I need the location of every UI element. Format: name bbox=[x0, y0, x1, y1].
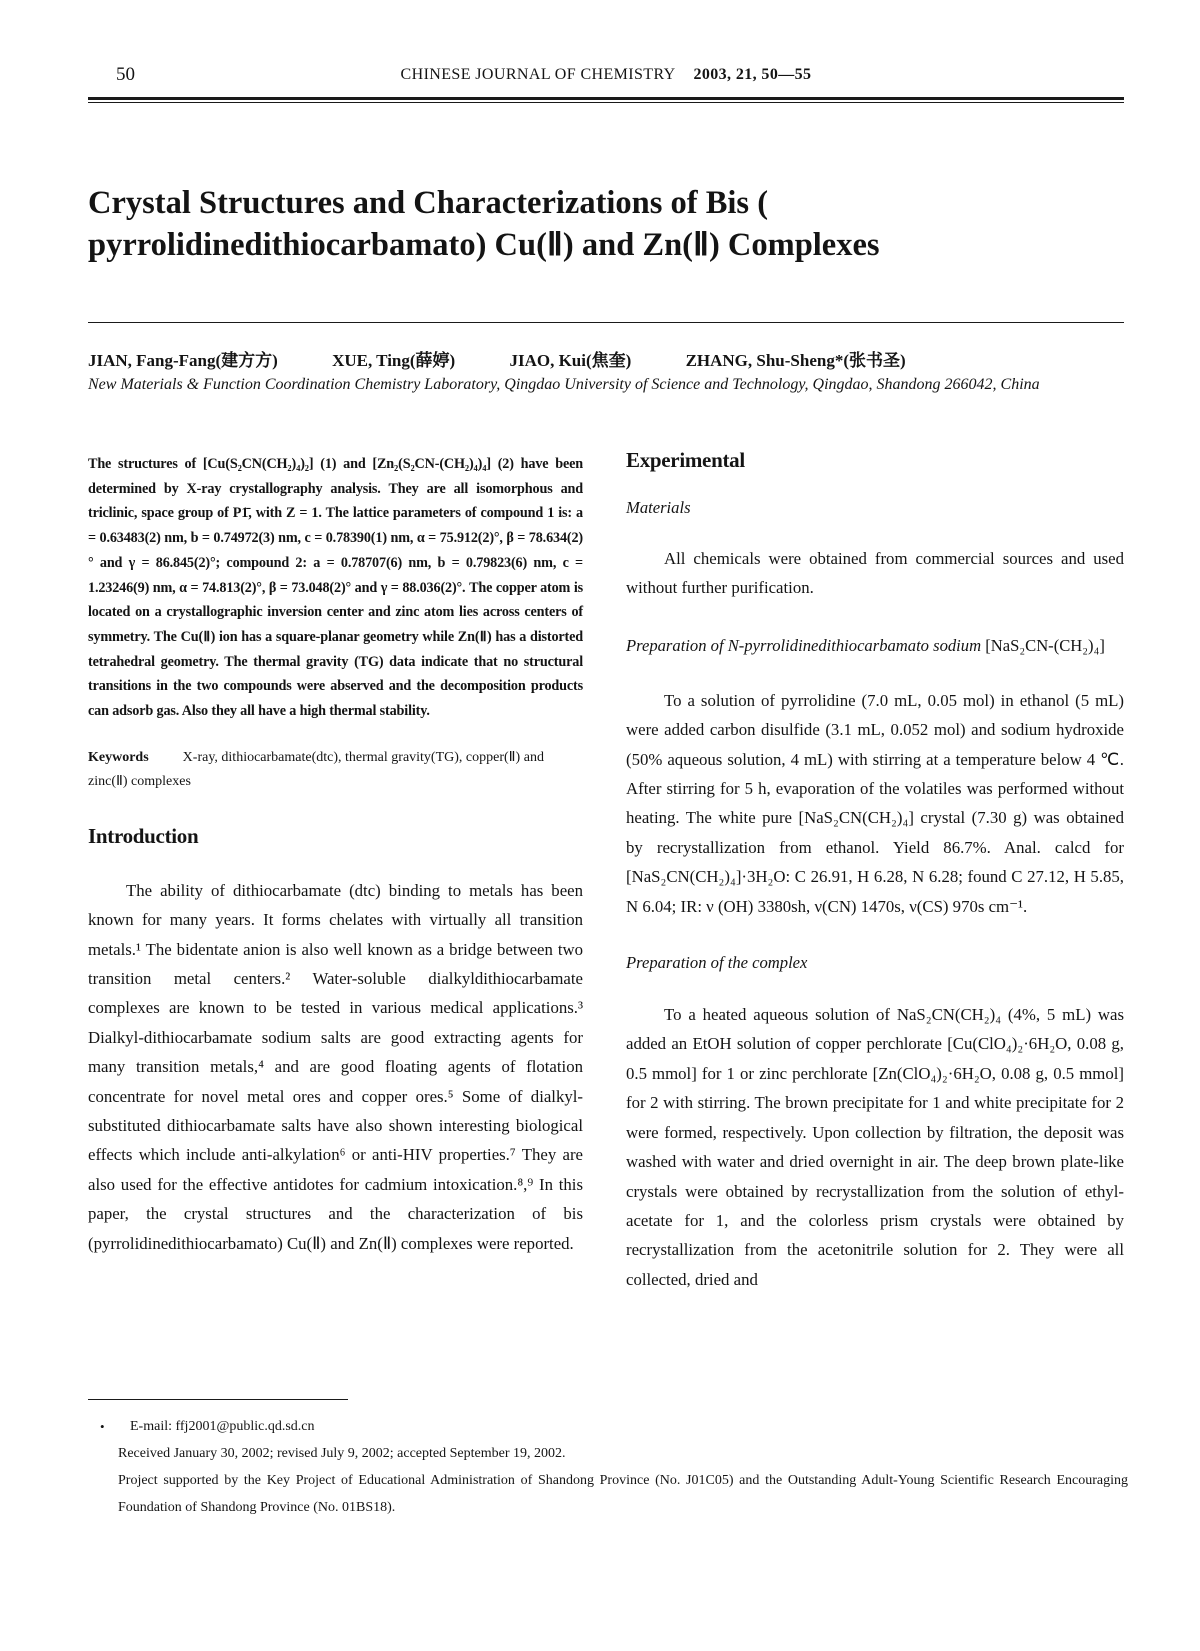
keywords-label: Keywords bbox=[88, 749, 149, 765]
abstract: The structures of [Cu(S₂CN(CH₂)₄)₂] (1) and [Zn₂(S₂CN-(CH₂)₄)₄] (2) have been determined by X-ray crystallography analysis. They are all isomorphous and triclinic, space group of P1̄, with Z = 1. The lattice parameters of compound 1 is: a = 0.63483(2) nm, b = 0.74972(3) nm, c = 0.78390(1) nm, α = 75.912(2)°, β = 78.634(2)° and γ = 86.845(2)°; compound 2: a = 0.78707(6) nm, b = 0.79823(6) nm, c = 1.23246(9) nm, α = 74.813(2)°, β = 73.048(2)° and γ = 88.036(2)°. The copper atom is located on a crystallographic inversion center and zinc atom lies across centers of symmetry. The Cu(Ⅱ) ion has a square-planar geometry while Zn(Ⅱ) has a distorted tetrahedral geometry. The thermal gravity (TG) data indicate that no structural transitions in the two compounds were abserved and the decomposition products can adsorb gas. Also they all have a high thermal stability. bbox=[88, 456, 583, 720]
ligand-preparation-heading bbox=[626, 631, 1124, 661]
ligand-heading-formula: [NaS₂CN-(CH₂)₄] bbox=[985, 635, 1105, 655]
journal-citation: 2003, 21, 50—55 bbox=[693, 66, 812, 83]
header-rule-thin bbox=[88, 102, 1124, 103]
left-column bbox=[88, 452, 583, 1258]
materials-heading: Materials bbox=[626, 498, 691, 517]
author-name: JIAN, Fang-Fang(建方方) bbox=[88, 351, 278, 370]
materials-paragraph: All chemicals were obtained from commercial sources and used without further purification. bbox=[626, 549, 1124, 598]
introduction-paragraph: The ability of dithiocarbamate (dtc) binding to metals has been known for many years. It forms chelates with virtually all transition metals.¹ The bidentate anion is also well known as a bridge between two transition metal centers.² Water-soluble dialkyldithiocarbamate complexes are known to be tested in various medical applications.³ Dialkyl-dithiocarbamate sodium salts are good extracting agents for many transition metals,⁴ and are good floating agents of flotation concentrate for novel metal ores and copper ores.⁵ Some of dialkyl-substituted dithiocarbamate salts have also shown interesting biological effects which include anti-alkylation⁶ or anti-HIV properties.⁷ They are also used for the effective antidotes for cadmium intoxication.⁸,⁹ In this paper, the crystal structures and the characterization of bis (pyrrolidinedithiocarbamato) Cu(Ⅱ) and Zn(Ⅱ) complexes were reported. bbox=[88, 880, 583, 1253]
page-number: 50 bbox=[116, 64, 135, 85]
funding-note: Project supported by the Key Project of Educational Administration of Shandong Province (No. J01C05) and the Outstanding Adult-Young Scientific Research Encouraging Foundation of Shandong Province (No. 01BS18). bbox=[118, 1473, 1128, 1515]
ligand-preparation-paragraph: To a solution of pyrrolidine (7.0 mL, 0.05 mol) in ethanol (5 mL) were added carbon disulfide (3.1 mL, 0.052 mol) and sodium hydroxide (50% aqueous solution, 4 mL) with stirring at a temperature below 4 ℃. After stirring for 5 h, evaporation of the volatiles was performed without heating. The white pure [NaS₂CN(CH₂)₄] crystal (7.30 g) was obtained by recrystallization from ethanol. Yield 86.7%. Anal. calcd for [NaS₂CN(CH₂)₄]·3H₂O: C 26.91, H 6.28, N 6.28; found C 27.12, H 5.85, N 6.04; IR: ν (OH) 3380sh, ν(CN) 1470s, ν(CS) 970s cm⁻¹. bbox=[626, 690, 1124, 916]
journal-running-head bbox=[88, 66, 1124, 84]
affiliation: New Materials & Function Coordination Chemistry Laboratory, Qingdao University of Science and Technology, Qingdao, Shandong 266042, China bbox=[88, 376, 1040, 393]
author-name: JIAO, Kui(焦奎) bbox=[509, 351, 632, 370]
running-header bbox=[88, 62, 1124, 100]
title-rule bbox=[88, 322, 1124, 323]
right-column bbox=[626, 448, 1124, 1294]
footnotes bbox=[100, 1413, 1128, 1521]
received-dates: Received January 30, 2002; revised July 9, 2002; accepted September 19, 2002. bbox=[118, 1446, 566, 1461]
footnote-rule bbox=[88, 1399, 348, 1400]
keywords-text: X-ray, dithiocarbamate(dtc), thermal gravity(TG), copper(Ⅱ) and zinc(Ⅱ) complexes bbox=[88, 749, 544, 789]
introduction-heading: Introduction bbox=[88, 823, 199, 848]
footnote-email bbox=[100, 1413, 1128, 1440]
corresponding-email: E-mail: ffj2001@public.qd.sd.cn bbox=[130, 1419, 315, 1434]
article-title: Crystal Structures and Characterizations of Bis ( pyrrolidinedithiocarbamato) Cu(Ⅱ) and Zn(Ⅱ) Complexes bbox=[88, 185, 880, 263]
author-list bbox=[88, 346, 1128, 371]
header-rule-thick bbox=[88, 97, 1124, 100]
author-name: ZHANG, Shu-Sheng*(张书圣) bbox=[685, 351, 906, 370]
footnote-bullet: • bbox=[100, 1419, 105, 1434]
complex-preparation-heading: Preparation of the complex bbox=[626, 953, 808, 973]
complex-preparation-paragraph: To a heated aqueous solution of NaS₂CN(CH₂)₄ (4%, 5 mL) was added an EtOH solution of copper perchlorate [Cu(ClO₄)₂·6H₂O, 0.08 g, 0.5 mmol] for 1 or zinc perchlorate [Zn(ClO₄)₂·6H₂O, 0.08 g, 0.5 mmol] for 2 with stirring. The brown precipitate for 1 and white precipitate for 2 were formed, respectively. Upon collection by filtration, the deposit was washed with water and dried overnight in air. The deep brown plate-like crystals were obtained by recrystallization from the solution of ethyl-acetate for 1, and the colorless prism crystals were obtained by recrystallization from the acetonitrile solution for 2. They were all collected, dried and bbox=[626, 1005, 1124, 1289]
ligand-heading-text: Preparation of N-pyrrolidinedithiocarbamato sodium bbox=[626, 635, 982, 655]
experimental-heading: Experimental bbox=[626, 448, 745, 472]
author-name: XUE, Ting(薛婷) bbox=[332, 351, 456, 370]
journal-name: CHINESE JOURNAL OF CHEMISTRY bbox=[400, 66, 676, 83]
keywords bbox=[88, 746, 583, 794]
